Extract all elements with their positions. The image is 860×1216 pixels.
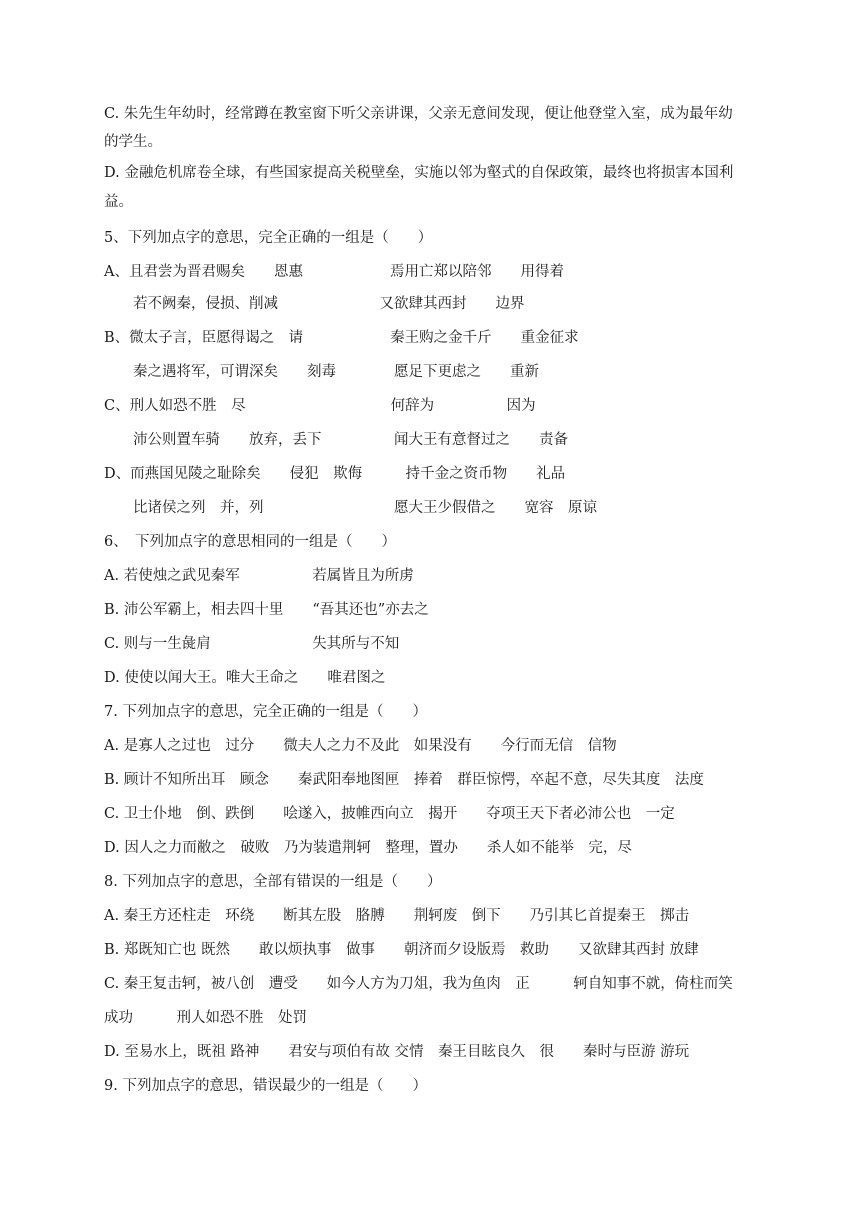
q5-option-b-1: B、微太子言，臣愿得谒之 请 秦王购之金千斤 重金征求	[104, 330, 579, 346]
question-6-stem: 6、 下列加点字的意思相同的一组是（ ）	[104, 534, 396, 550]
q5-option-a-2: 若不阙秦，侵损、削减 又欲肆其西封 边界	[104, 296, 525, 312]
q5-option-c-1: C、刑人如恐不胜 尽 何辞为 因为	[104, 398, 536, 414]
option-d-line-2: 益。	[104, 194, 133, 210]
q6-option-a: A. 若使烛之武见秦军 若属皆且为所虏	[104, 568, 414, 584]
q5-option-b-2: 秦之遇将军，可谓深矣 刻毒 愿足下更虑之 重新	[104, 364, 539, 380]
q7-option-c: C. 卫士仆地 倒、跌倒 哙遂入，披帷西向立 揭开 夺项王天下者必沛公也 一定	[104, 806, 675, 822]
q6-option-d: D. 使使以闻大王。唯大王命之 唯君图之	[104, 670, 386, 686]
option-c-line-1: C. 朱先生年幼时，经常蹲在教室窗下听父亲讲课，父亲无意间发现，便让他登堂入室，成为最年幼	[104, 106, 733, 122]
q7-option-b: B. 顾计不知所出耳 顾念 秦武阳奉地图匣 捧着 群臣惊愕，卒起不意，尽失其度 法度	[104, 772, 704, 788]
q5-option-d-2: 比诸侯之列 并，列 愿大王少假借之 宽容 原谅	[104, 500, 597, 516]
q5-option-a-1: A、且君尝为晋君赐矣 恩惠 焉用亡郑以陪邻 用得着	[104, 264, 564, 280]
q5-option-c-2: 沛公则置车骑 放弃，丢下 闻大王有意督过之 责备	[104, 432, 568, 448]
question-8-stem: 8. 下列加点字的意思，全部有错误的一组是（ ）	[104, 874, 442, 890]
q8-option-c-1: C. 秦王复击轲，被八创 遭受 如今人方为刀俎，我为鱼肉 正 轲自知事不就，倚柱而笑	[104, 976, 733, 992]
option-c-line-2: 的学生。	[104, 134, 162, 150]
q8-option-d: D. 至易水上，既祖 路神 君安与项伯有故 交情 秦王目眩良久 很 秦时与臣游 游玩	[104, 1044, 690, 1060]
q7-option-d: D. 因人之力而敝之 破败 乃为装遣荆轲 整理，置办 杀人如不能举 完，尽	[104, 840, 632, 856]
q6-option-c: C. 则与一生彘肩 失其所与不知	[104, 636, 400, 652]
question-7-stem: 7. 下列加点字的意思，完全正确的一组是（ ）	[104, 704, 427, 720]
q7-option-a: A. 是寡人之过也 过分 微夫人之力不及此 如果没有 今行而无信 信物	[104, 738, 617, 754]
q8-option-b: B. 郑既知亡也 既然 敢以烦执事 做事 朝济而夕设版焉 救助 又欲肆其西封 放肆	[104, 942, 699, 958]
q6-option-b: B. 沛公军霸上，相去四十里 “吾其还也”亦去之	[104, 602, 429, 618]
q8-option-a: A. 秦王方还柱走 环绕 断其左股 胳膊 荆轲废 倒下 乃引其匕首提秦王 掷击	[104, 908, 690, 924]
q8-option-c-2: 成功 刑人如恐不胜 处罚	[104, 1010, 307, 1026]
option-d-line-1: D. 金融危机席卷全球，有些国家提高关税壁垒，实施以邻为壑式的自保政策，最终也将损害本国利	[104, 165, 734, 181]
q5-option-d-1: D、而燕国见陵之耻除矣 侵犯 欺侮 持千金之资币物 礼品	[104, 466, 566, 482]
question-5-stem: 5、下列加点字的意思，完全正确的一组是（ ）	[104, 230, 433, 246]
question-9-stem: 9. 下列加点字的意思，错误最少的一组是（ ）	[104, 1078, 427, 1094]
